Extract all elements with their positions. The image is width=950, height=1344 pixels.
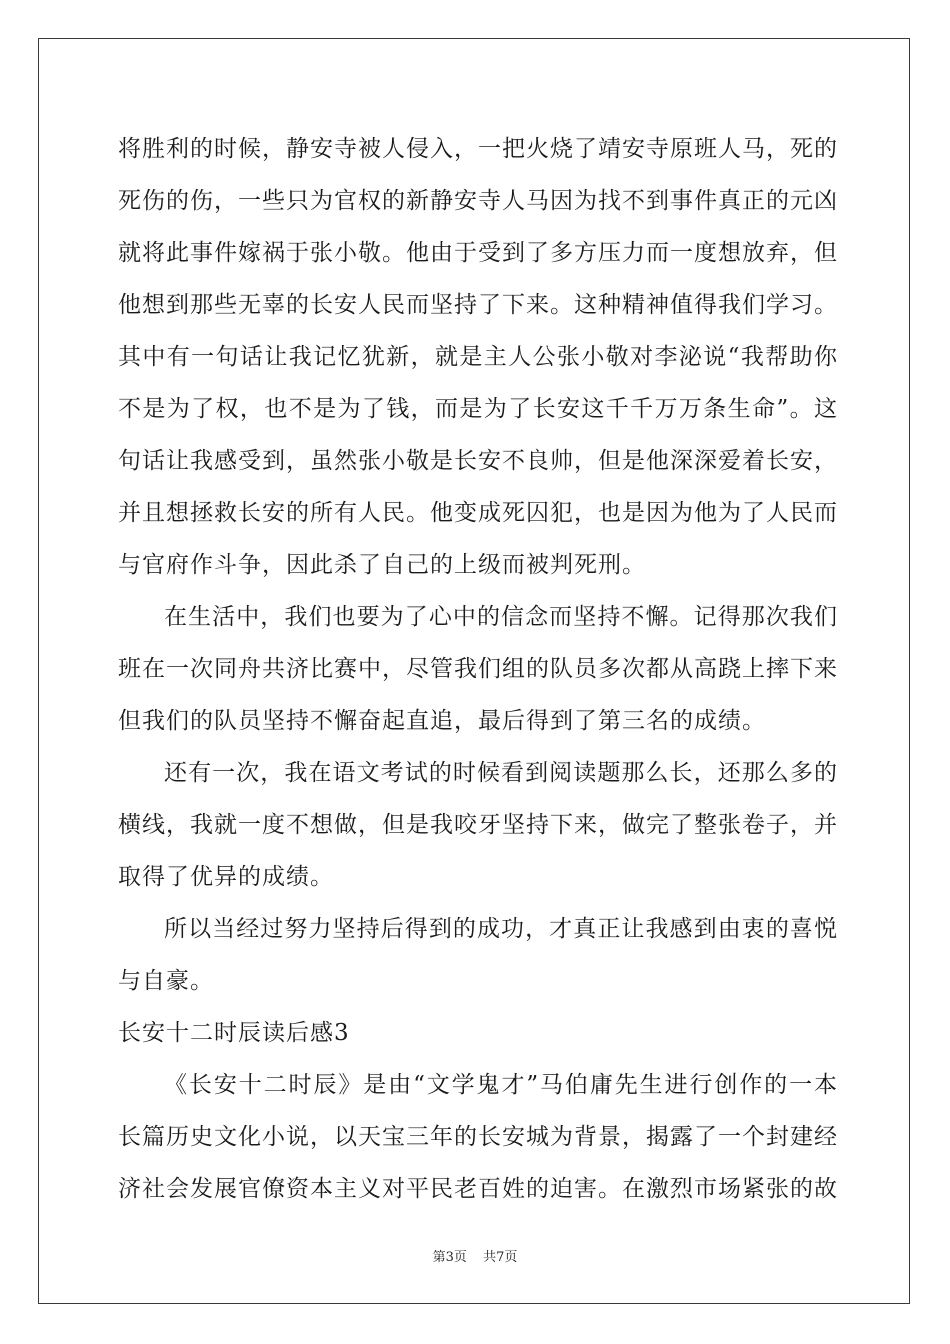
section-heading: 长安十二时辰读后感3 (118, 1020, 350, 1046)
text-line: 并且想拯救长安的所有人民。他变成死囚犯，也是因为他为了人民而 (118, 500, 838, 526)
text-line: 其中有一句话让我记忆犹新，就是主人公张小敬对李泌说“我帮助你 (118, 344, 838, 370)
page-number: 第3页 (432, 1250, 467, 1265)
paragraph (118, 128, 838, 596)
text-line: 横线，我就一度不想做，但是我咬牙坚持下来，做完了整张卷子，并 (118, 812, 838, 838)
text-line: 长篇历史文化小说，以天宝三年的长安城为背景，揭露了一个封建经 (118, 1124, 838, 1150)
paragraph (118, 596, 838, 752)
page-total: 共7页 (483, 1250, 518, 1265)
text-line: 不是为了权，也不是为了钱，而是为了长安这千千万万条生命”。这 (118, 396, 838, 422)
text-line: 班在一次同舟共济比赛中，尽管我们组的队员多次都从高跷上摔下来 (118, 656, 838, 682)
text-line: 在生活中，我们也要为了心中的信念而坚持不懈。记得那次我们 (164, 604, 838, 630)
paragraph (118, 908, 838, 1012)
paragraph (118, 1064, 838, 1220)
text-line: 还有一次，我在语文考试的时候看到阅读题那么长，还那么多的 (164, 760, 838, 786)
text-line: 与官府作斗争，因此杀了自己的上级而被判死刑。 (118, 552, 646, 578)
text-line: 他想到那些无辜的长安人民而坚持了下来。这种精神值得我们学习。 (118, 292, 838, 318)
text-line: 与自豪。 (118, 968, 214, 994)
text-line: 但我们的队员坚持不懈奋起直追，最后得到了第三名的成绩。 (118, 708, 766, 734)
text-line: 取得了优异的成绩。 (118, 864, 334, 890)
paragraph (118, 752, 838, 908)
text-line: 就将此事件嫁祸于张小敬。他由于受到了多方压力而一度想放弃，但 (118, 240, 838, 266)
text-line: 句话让我感受到，虽然张小敬是长安不良帅，但是他深深爱着长安， (118, 448, 838, 474)
text-line: 将胜利的时候，静安寺被人侵入，一把火烧了靖安寺原班人马，死的 (118, 136, 838, 162)
text-line: 《长安十二时辰》是由“文学鬼才”马伯庸先生进行创作的一本 (164, 1072, 838, 1098)
text-line: 死伤的伤，一些只为官权的新静安寺人马因为找不到事件真正的元凶 (118, 188, 838, 214)
page-footer (0, 1246, 950, 1265)
text-line: 所以当经过努力坚持后得到的成功，才真正让我感到由衷的喜悦 (164, 916, 838, 942)
document-body (118, 128, 838, 1220)
text-line: 济社会发展官僚资本主义对平民老百姓的迫害。在激烈市场紧张的故 (118, 1176, 838, 1202)
